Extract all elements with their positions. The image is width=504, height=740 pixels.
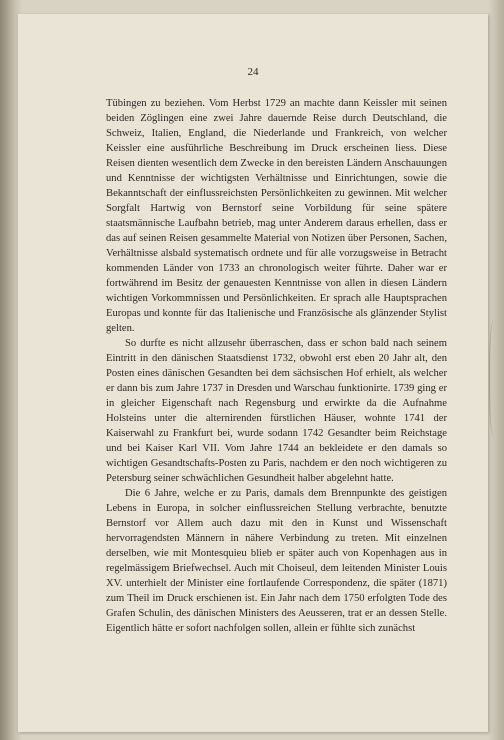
paragraph: Die 6 Jahre, welche er zu Paris, damals dem Brennpunkte des geistigen Lebens in Europa, in solcher einflussreichen Stellung verbrachte, benutzte Bernstorf vor Allem auch dazu mit den in Kunst und Wissenschaft hervorragendsten Männern in nähere Verbindung zu treten. Mit einzelnen derselben, wie mit Montesquieu blieb er später auch von Kopenhagen aus in regelmässigem Briefwechsel. Auch mit Choiseul, dem leitenden Minister Louis XV. unterhielt der Minister eine fortlaufende Correspondenz, die später (1871) zum Theil im Druck erschienen ist. Ein Jahr nach dem 1750 erfolgten Tode des Grafen Schulin, des dänischen Ministers des Aeusseren, trat er an dessen Stelle. Eigentlich hätte er sofort nachfolgen sollen, allein er fühlte sich zunächst xyxy=(106,488,447,634)
body-text xyxy=(106,96,447,636)
page-number: 24 xyxy=(247,66,259,78)
book-page xyxy=(18,14,488,732)
paragraph: Tübingen zu beziehen. Vom Herbst 1729 an machte dann Keissler mit seinen beiden Zöglingen eine zwei Jahre dauernde Reise durch Deutschland, die Schweiz, Italien, England, die Niederlande und Frankreich, von welcher Keissler eine ausführliche Beschreibung im Druck erscheinen liess. Diese Reisen dienten wesentlich dem Zwecke in den bereisten Ländern Anschauungen und Kenntnisse der wichtigsten Verhältnisse und Einrichtungen, sowie die Bekanntschaft der einflussreichsten Persönlichkeiten zu gewinnen. Mit welcher Sorgfalt Hartwig von Bernstorf seine Vorbildung für seine spätere staatsmännische Laufbahn betrieb, mag unter Anderem daraus erhellen, dass er das auf seinen Reisen gesammelte Material von Notizen über Personen, Sachen, Verhältnisse alsbald systematisch ordnete und für alle vorzugsweise in Betracht kommenden Länder von 1733 an chronologisch weiter führte. Daher war er fortwährend im Besitz der genauesten Kenntnisse von allen in diesen Ländern wichtigen Vorkommnissen und Persönlichkeiten. Er sprach alle Hauptsprachen Europas und konnte für das Italienische und Französische als glänzender Stylist gelten. xyxy=(106,98,447,334)
margin-mark xyxy=(489,318,502,438)
paragraph: So durfte es nicht allzusehr überraschen, dass er schon bald nach seinem Eintritt in den dänischen Staatsdienst 1732, obwohl erst eben 20 Jahr alt, den Posten eines dänischen Gesandten bei dem sächsischen Hof erhielt, als welcher er dann bis zum Jahre 1737 in Dresden und Warschau funktionirte. 1739 ging er in gleicher Eigenschaft nach Regensburg und erwirkte da die Aufnahme Holsteins unter die alternirenden fürstlichen Häuser, wohnte 1741 der Kaiserwahl zu Frankfurt bei, wurde sodann 1742 Gesandter beim Reichstage und bei Kaiser Karl VII. Vom Jahre 1744 an bekleidete er den damals so wichtigen Gesandtschafts-Posten zu Paris, nachdem er den noch wichtigeren zu Petersburg seiner schwächlichen Gesundheit halber abgelehnt hatte. xyxy=(106,338,447,484)
